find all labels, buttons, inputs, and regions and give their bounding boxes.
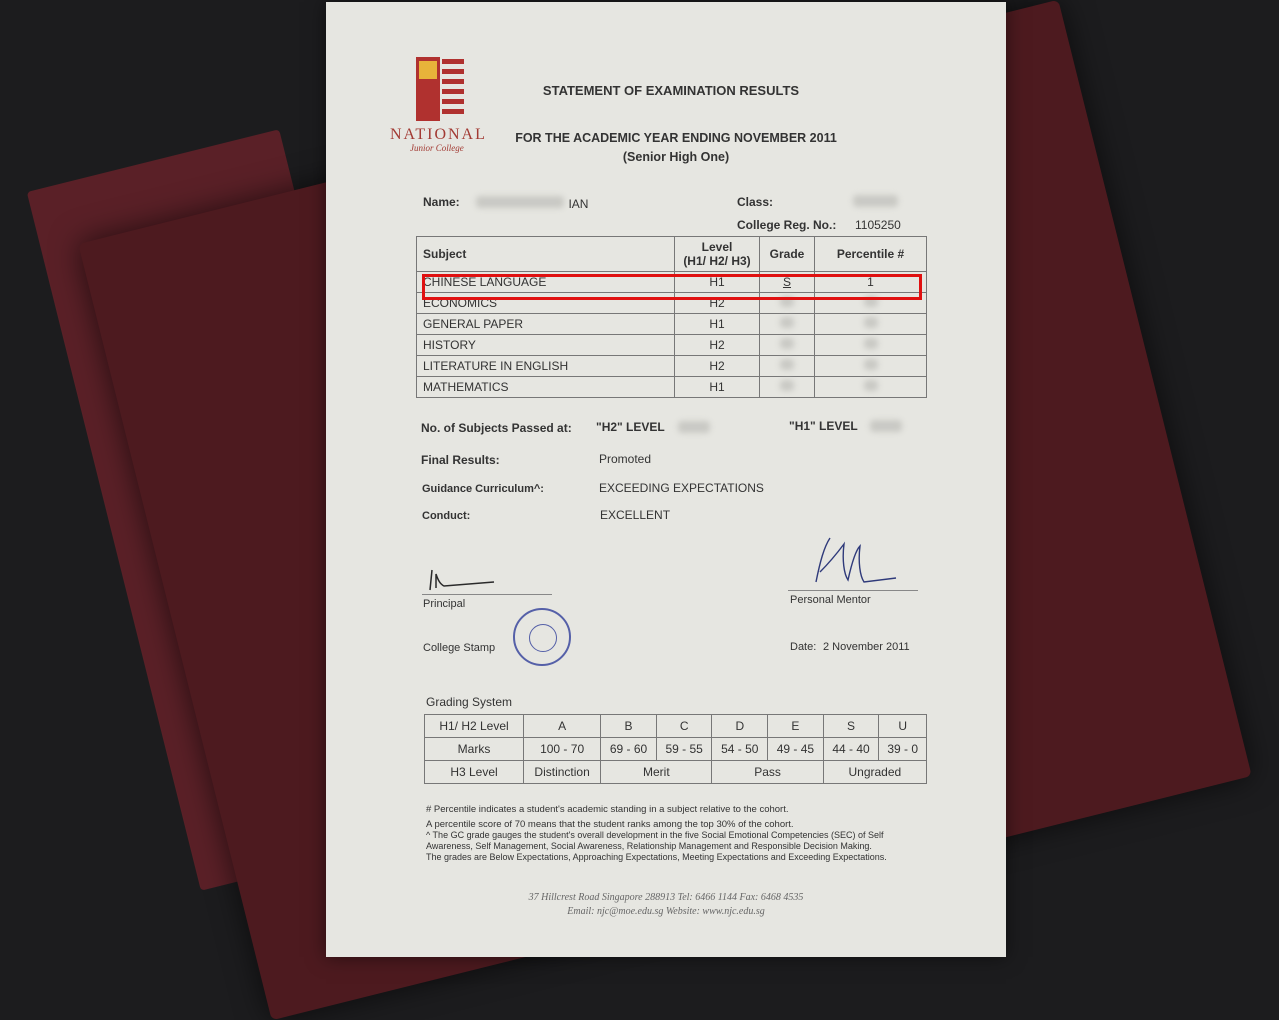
grading-table [424,714,927,784]
level-cell: H1 [675,272,760,293]
subject-cell: HISTORY [417,335,675,356]
results-header-row [417,237,927,272]
conduct-label: Conduct: [422,510,471,522]
level-cell: H1 [675,314,760,335]
marks-cell: 49 - 45 [768,738,824,761]
footer-contact: Email: njc@moe.edu.sg Website: www.njc.edu.sg [567,906,765,917]
grade-cell: E [768,715,824,738]
redacted-grade [780,317,794,328]
redacted-percentile [864,359,878,370]
col-grade: Grade [760,237,815,272]
guidance-label: Guidance Curriculum^: [422,483,544,495]
redacted-grade [780,380,794,391]
marks-cell: 100 - 70 [524,738,601,761]
principal-line [422,594,552,595]
note-line: Awareness, Self Management, Social Awareness, Relationship Management and Responsible Decision Making. [426,841,872,851]
reg-value: 1105250 [855,218,901,232]
redacted-percentile [864,338,878,349]
subject-cell: LITERATURE IN ENGLISH [417,356,675,377]
level-cell: H2 [675,356,760,377]
redacted-h2-count [678,421,710,433]
redacted-grade [780,359,794,370]
academic-year: FOR THE ACADEMIC YEAR ENDING NOVEMBER 2011 [515,131,837,145]
subject-cell: CHINESE LANGUAGE [417,272,675,293]
h3-cell: Distinction [524,761,601,784]
grading-title: Grading System [426,695,513,709]
redacted-grade [780,338,794,349]
grade-cell: C [656,715,712,738]
mentor-signature [804,532,904,592]
passed-label: No. of Subjects Passed at: [421,421,572,435]
col-level: Level (H1/ H2/ H3) [675,237,760,272]
grade-cell: D [712,715,768,738]
stamp-label: College Stamp [423,642,496,654]
h1-level-label: "H1" LEVEL [789,419,858,433]
h3-cell: Merit [601,761,712,784]
table-row [417,335,927,356]
redacted-percentile [864,380,878,391]
note-line: ^ The GC grade gauges the student's overall development in the five Social Emotional Competencies (SEC) of Self [426,830,884,840]
results-document [326,2,1006,957]
date-value: 2 November 2011 [823,641,910,653]
redacted-class [853,195,898,207]
note-line: # Percentile indicates a student's academic standing in a subject relative to the cohort. [426,804,789,815]
row-label: H1/ H2 Level [425,715,524,738]
table-row [417,377,927,398]
grade-cell [760,335,815,356]
class-label: Class: [737,195,774,209]
h2-level-label: "H2" LEVEL [596,420,665,434]
final-label: Final Results: [421,453,500,467]
h3-cell: Ungraded [823,761,926,784]
name-value: IAN [476,195,588,213]
results-table [416,236,927,398]
guidance-value: EXCEEDING EXPECTATIONS [599,481,764,495]
redacted-percentile [864,317,878,328]
marks-cell: 69 - 60 [601,738,657,761]
name-label: Name: [423,195,460,209]
grade-cell [760,377,815,398]
conduct-value: EXCELLENT [600,508,671,522]
footer-address: 37 Hillcrest Road Singapore 288913 Tel: 6466 1144 Fax: 6468 4535 [528,892,804,903]
marks-cell: 59 - 55 [656,738,712,761]
table-row [417,356,927,377]
grade-cell [760,356,815,377]
col-subject: Subject [417,237,675,272]
percentile-cell [815,356,927,377]
grade-cell: S [760,272,815,293]
percentile-cell: 1 [815,272,927,293]
subject-cell: MATHEMATICS [417,377,675,398]
grade-cell: U [879,715,927,738]
reg-label: College Reg. No.: [737,218,837,232]
grade-cell [760,314,815,335]
logo-sub: Junior College [410,143,464,153]
document-title: STATEMENT OF EXAMINATION RESULTS [542,83,800,98]
percentile-cell [815,314,927,335]
grade-cell: S [823,715,879,738]
subject-cell: GENERAL PAPER [417,314,675,335]
logo-name: NATIONAL [390,126,487,143]
percentile-cell [815,335,927,356]
marks-row [425,738,927,761]
grade-row [425,715,927,738]
col-percentile: Percentile # [815,237,927,272]
note-line: A percentile score of 70 means that the student ranks among the top 30% of the cohort. [426,819,794,830]
row-label: H3 Level [425,761,524,784]
subject-cell: ECONOMICS [417,293,675,314]
h3-row [425,761,927,784]
level-cell: H2 [675,335,760,356]
college-stamp [513,608,571,666]
level-cell: H2 [675,293,760,314]
redacted-name [476,196,564,208]
note-line: The grades are Below Expectations, Approaching Expectations, Meeting Expectations and Exceeding Expectations. [426,852,887,862]
level-cell: H1 [675,377,760,398]
marks-cell: 44 - 40 [823,738,879,761]
marks-cell: 54 - 50 [712,738,768,761]
redacted-h1-count [870,420,902,432]
table-row [417,314,927,335]
mentor-label: Personal Mentor [790,594,871,606]
row-label: Marks [425,738,524,761]
principal-label: Principal [423,598,466,610]
percentile-cell [815,377,927,398]
final-value: Promoted [599,452,652,466]
h3-cell: Pass [712,761,823,784]
grade-cell: A [524,715,601,738]
highlight-box [422,274,922,300]
level-note: (Senior High One) [622,150,730,164]
marks-cell: 39 - 0 [879,738,927,761]
date-label: Date: [790,641,817,653]
grade-cell: B [601,715,657,738]
mentor-line [788,590,918,591]
